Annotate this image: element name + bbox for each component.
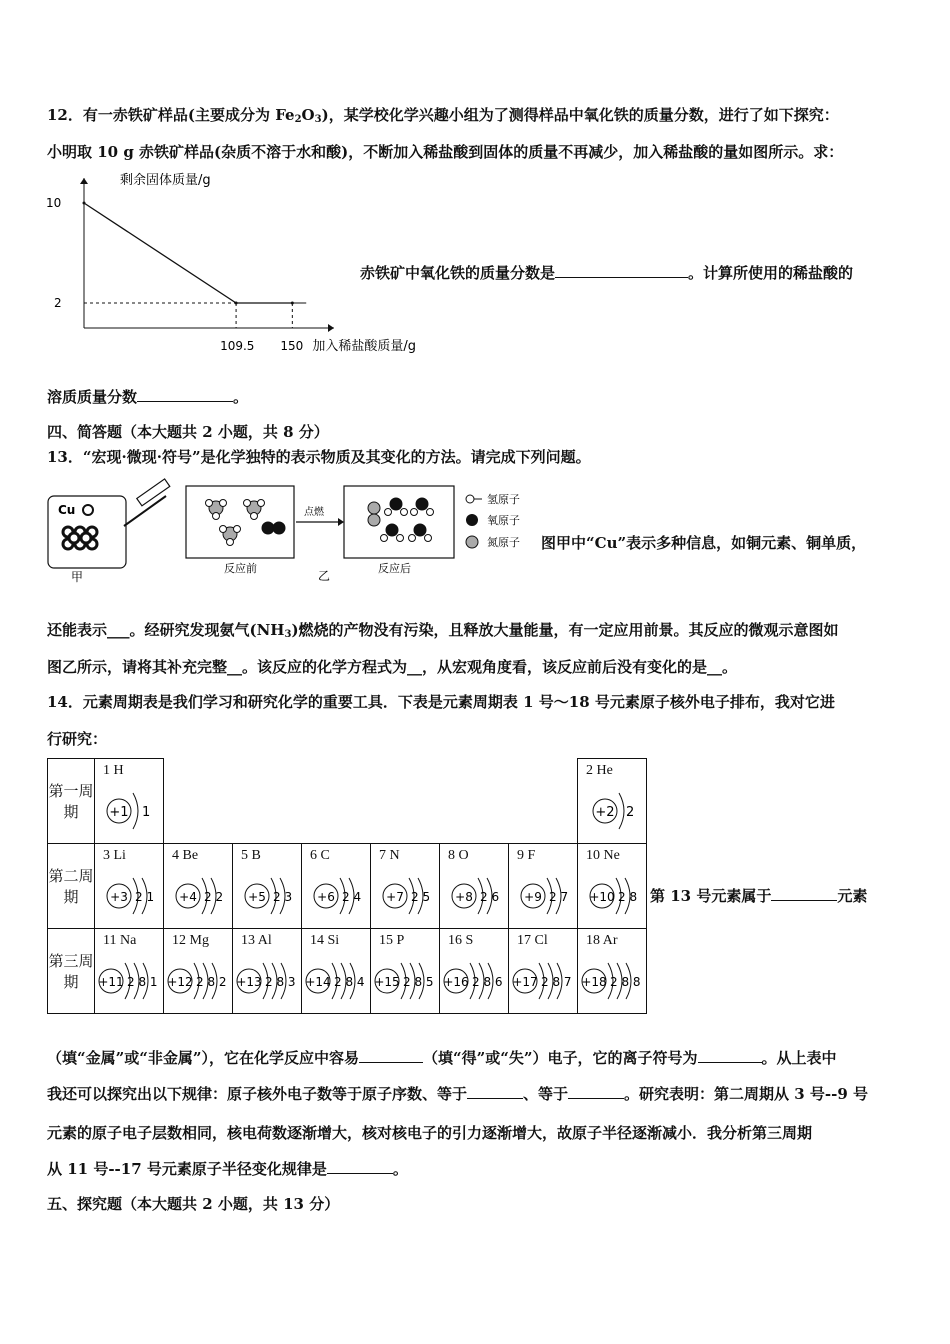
- after-molecules: [368, 498, 434, 542]
- period-label: 第一周期: [48, 759, 95, 844]
- atom-diagram: [373, 868, 437, 924]
- element-cell: 13 Al +13 2 8 3: [233, 929, 302, 1014]
- svg-text:+13: +13: [236, 975, 262, 989]
- svg-text:2 8 1: 2 8 1: [127, 975, 158, 989]
- atom-diagram: [511, 953, 575, 1009]
- q14-line6: 从 11 号--17 号元素原子半径变化规律是 。: [47, 1160, 408, 1178]
- svg-text:+15: +15: [374, 975, 400, 989]
- svg-text:氧原子: 氧原子: [487, 514, 520, 527]
- svg-text:+4: +4: [179, 890, 197, 904]
- q12-line1: 12．有一赤铁矿样品(主要成分为 $Fe_2O_3$)，某学校化学兴趣小组为了测得样品中氧化铁的质量分数，进行了如下探究：: [47, 106, 839, 125]
- nitrogen-legend-icon: [466, 536, 478, 548]
- atom-diagram: [442, 953, 506, 1009]
- svg-text:1: 1: [142, 805, 151, 820]
- before-label: 反应前: [224, 562, 257, 575]
- svg-text:2 8 8: 2 8 8: [610, 975, 641, 989]
- atom-diagram: [580, 953, 644, 1009]
- svg-text:+1: +1: [109, 805, 129, 820]
- svg-text:+2: +2: [595, 805, 615, 820]
- y-arrow: [80, 178, 88, 184]
- atom-diagram: [442, 868, 506, 924]
- yi-label: 乙: [318, 569, 331, 583]
- atom-diagram: [580, 783, 642, 839]
- copper-lattice: [63, 527, 97, 549]
- svg-text:+11: +11: [98, 975, 124, 989]
- answer-blank[interactable]: [568, 1084, 624, 1099]
- svg-text:2: 2: [626, 805, 635, 820]
- element-cell: 8 O +8 2 6: [440, 844, 509, 929]
- ignite-label: 点燃: [304, 507, 324, 518]
- section5-title: 五、探究题（本大题共 2 小题，共 13 分）: [47, 1195, 340, 1213]
- svg-text:2 3: 2 3: [273, 890, 293, 904]
- q13-side-text: 图甲中“Cu”表示多种信息，如铜元素、铜单质，: [541, 534, 867, 552]
- svg-text:2 2: 2 2: [204, 890, 224, 904]
- oxygen-legend-icon: [466, 514, 478, 526]
- element-cell: 7 N +7 2 5: [371, 844, 440, 929]
- q14-line4: 我还可以探究出以下规律：原子核外电子数等于原子序数、等于 、等于 。研究表明：第二周期从 3 号--9 号: [47, 1085, 869, 1103]
- atom-diagram: [97, 868, 161, 924]
- y-tick-label: 2: [54, 296, 62, 310]
- atom-diagram: [166, 953, 230, 1009]
- svg-text:+7: +7: [386, 890, 404, 904]
- data-point: [83, 202, 86, 205]
- answer-blank[interactable]: [327, 1159, 393, 1174]
- svg-text:2 8: 2 8: [618, 890, 638, 904]
- element-cell: 16 S +16 2 8 6: [440, 929, 509, 1014]
- q14-line1: 14．元素周期表是我们学习和研究化学的重要工具．下表是元素周期表 1 号～18 号元素原子核外电子排布，我对它进: [47, 693, 835, 711]
- periodic-table: [47, 758, 647, 1014]
- q12-chart: [40, 168, 416, 358]
- atom-diagram: [235, 953, 299, 1009]
- q13-line3: 图乙所示，请将其补充完整__。该反应的化学方程式为__，从宏观角度看，该反应前后没有变化的是__。: [47, 658, 738, 676]
- atom-diagram: [580, 868, 644, 924]
- empty-gap: [164, 759, 578, 844]
- q14-line3: （填“金属”或“非金属”），它在化学反应中容易 （填“得”或“失”）电子，它的离子符号为 。从上表中: [47, 1049, 837, 1067]
- svg-text:+10: +10: [589, 890, 615, 904]
- q14-line5: 元素的原子电子层数相同，核电荷数逐渐增大，核对核电子的引力逐渐增大，故原子半径逐渐减小．我分析第三周期: [47, 1124, 813, 1142]
- period-label: 第二周期: [48, 844, 95, 929]
- svg-text:+3: +3: [110, 890, 128, 904]
- x-tick-label: 150: [280, 339, 304, 353]
- element-cell: 11 Na +11 2 8 1: [95, 929, 164, 1014]
- svg-text:2 8 4: 2 8 4: [334, 975, 365, 989]
- element-cell: 10 Ne +10 2 8: [578, 844, 647, 929]
- svg-text:2 7: 2 7: [549, 890, 569, 904]
- element-cell: 9 F +9 2 7: [509, 844, 578, 929]
- cu-label: Cu: [58, 503, 76, 517]
- atom-diagram: [511, 868, 575, 924]
- x-arrow: [328, 324, 334, 332]
- svg-text:+14: +14: [305, 975, 331, 989]
- before-molecules: [206, 500, 286, 546]
- svg-text:2 8 6: 2 8 6: [472, 975, 503, 989]
- svg-text:+8: +8: [455, 890, 473, 904]
- element-cell: 2 He +2 2: [578, 759, 647, 844]
- svg-text:+5: +5: [248, 890, 266, 904]
- legend: [466, 492, 520, 549]
- svg-text:2 8 5: 2 8 5: [403, 975, 434, 989]
- element-cell: 4 Be +4 2 2: [164, 844, 233, 929]
- atom-diagram: [304, 953, 368, 1009]
- svg-text:2 5: 2 5: [411, 890, 431, 904]
- svg-text:2 8 2: 2 8 2: [196, 975, 227, 989]
- q12-side-text: 赤铁矿中氧化铁的质量分数是 。计算所使用的稀盐酸的: [360, 264, 854, 282]
- svg-text:2 6: 2 6: [480, 890, 500, 904]
- after-box: [344, 486, 454, 558]
- q12-line2: 小明取 10 g 赤铁矿样品(杂质不溶于水和酸)，不断加入稀盐酸到固体的质量不再减少，加入稀盐酸的量如图所示。求：: [47, 143, 844, 161]
- atom-diagram: [97, 953, 161, 1009]
- element-cell: 3 Li +3 2 1: [95, 844, 164, 929]
- y-tick-label: 10: [46, 196, 62, 210]
- element-cell: 12 Mg +12 2 8 2: [164, 929, 233, 1014]
- atom-diagram: [373, 953, 437, 1009]
- element-cell: 14 Si +14 2 8 4: [302, 929, 371, 1014]
- element-cell: 15 P +15 2 8 5: [371, 929, 440, 1014]
- answer-blank[interactable]: [771, 886, 837, 901]
- atom-diagram: [235, 868, 299, 924]
- answer-blank[interactable]: [698, 1048, 762, 1063]
- period-label: 第三周期: [48, 929, 95, 1014]
- answer-blank[interactable]: [467, 1084, 523, 1099]
- svg-text:2 1: 2 1: [135, 890, 155, 904]
- atom-diagram: [97, 783, 159, 839]
- svg-text:+9: +9: [524, 890, 542, 904]
- q14-side-text: 第 13 号元素属于 元素: [650, 887, 868, 905]
- after-label: 反应后: [378, 562, 411, 575]
- svg-text:氢原子: 氢原子: [487, 493, 520, 506]
- answer-blank[interactable]: [359, 1048, 423, 1063]
- q14-line2: 行研究：: [47, 730, 108, 748]
- x-tick-label: 109.5: [220, 339, 255, 353]
- svg-text:2 8 3: 2 8 3: [265, 975, 296, 989]
- element-cell: 1 H +1 1: [95, 759, 164, 844]
- svg-text:2 4: 2 4: [342, 890, 362, 904]
- answer-blank[interactable]: [555, 263, 688, 278]
- data-line: [84, 203, 292, 303]
- q13-line2: 还能表示___。经研究发现氨气$(NH_3)$燃烧的产物没有污染，且释放大量能量，有一定应用前景。其反应的微观示意图如: [47, 621, 839, 640]
- section4-title: 四、简答题（本大题共 2 小题，共 8 分）: [47, 423, 329, 441]
- jia-label: 甲: [71, 570, 84, 584]
- svg-text:+16: +16: [443, 975, 469, 989]
- atom-diagram: [304, 868, 368, 924]
- answer-blank[interactable]: [137, 387, 233, 402]
- q12-line-after: 溶质质量分数 。: [47, 388, 249, 406]
- atom-diagram: [166, 868, 230, 924]
- svg-text:+17: +17: [512, 975, 538, 989]
- svg-text:2 8 7: 2 8 7: [541, 975, 572, 989]
- y-axis-label: 剩余固体质量/g: [120, 173, 211, 188]
- x-axis-label: 加入稀盐酸质量/g: [312, 339, 416, 354]
- svg-text:+12: +12: [167, 975, 193, 989]
- q13-figure: [44, 482, 539, 582]
- hydrogen-legend-icon: [466, 495, 474, 503]
- element-cell: 17 Cl +17 2 8 7: [509, 929, 578, 1014]
- element-cell: 5 B +5 2 3: [233, 844, 302, 929]
- element-cell: 18 Ar +18 2 8 8: [578, 929, 647, 1014]
- svg-text:+6: +6: [317, 890, 335, 904]
- svg-text:+18: +18: [581, 975, 607, 989]
- element-cell: 6 C +6 2 4: [302, 844, 371, 929]
- svg-text:氮原子: 氮原子: [487, 536, 520, 549]
- q13-line1: 13．“宏现·微现·符号”是化学独特的表示物质及其变化的方法。请完成下列问题。: [47, 448, 591, 466]
